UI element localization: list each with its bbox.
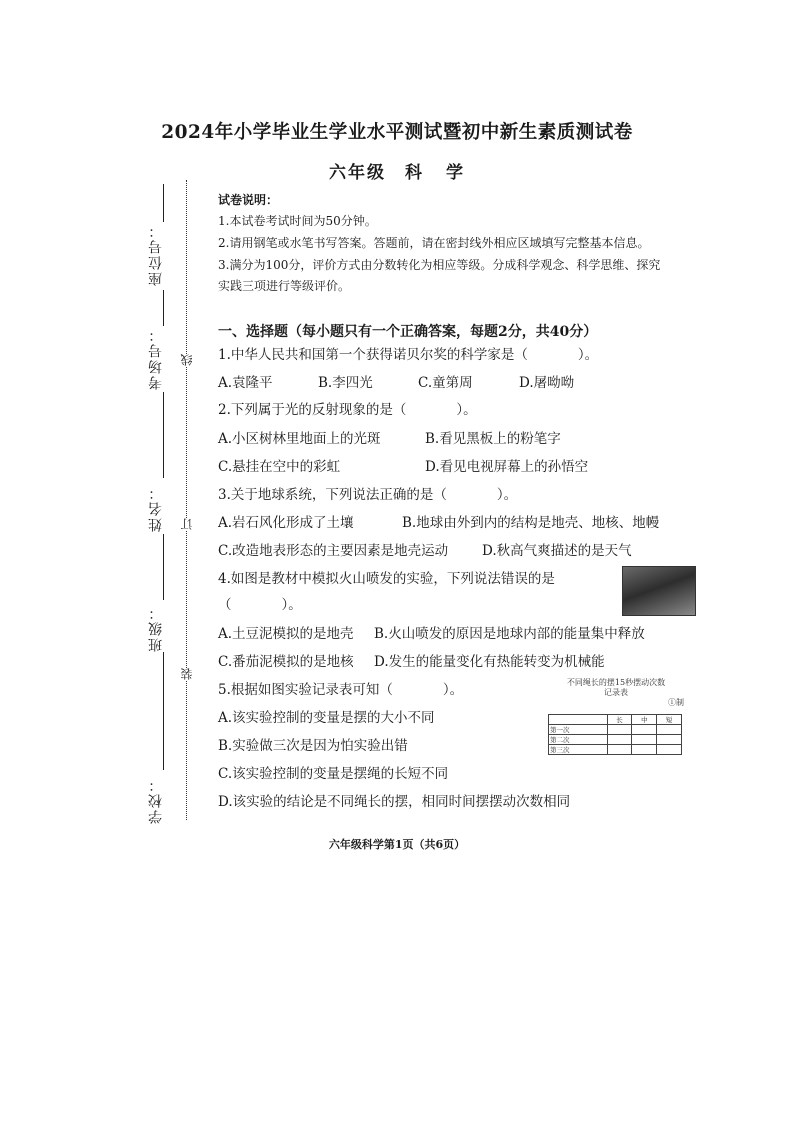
instruction-item-1: 1.本试卷考试时间为50分钟。 <box>218 214 377 228</box>
option: A.土豆泥模拟的是地壳 <box>218 626 354 642</box>
table-header-cell: 中 <box>632 715 657 725</box>
seal-word-pack: 装 <box>180 668 194 680</box>
option: C.该实验控制的变量是摆绳的长短不同 <box>218 766 449 782</box>
question-5-stem-end: ）。 <box>442 682 464 698</box>
option: B.火山喷发的原因是地球内部的能量集中释放 <box>374 626 645 642</box>
exam-subtitle: 六年级 科 学 <box>329 163 465 183</box>
seat-number-blank-lower <box>163 290 164 326</box>
table-cell <box>607 745 632 755</box>
option: D.发生的能量变化有热能转变为机械能 <box>374 654 605 670</box>
class-label: 班级： <box>148 604 164 652</box>
table-cell <box>657 725 682 735</box>
table-header-cell: 短 <box>657 715 682 725</box>
question-1-stem: 1.中华人民共和国第一个获得诺贝尔奖的科学家是（ <box>218 347 528 363</box>
page-footer: 六年级科学第1页（共6页） <box>328 838 466 851</box>
question-4-stem-end: ）。 <box>281 597 302 613</box>
instruction-item-3: 3.满分为100分，评价方式由分数转化为相应等级。分成科学观念、科学思维、探究 <box>218 258 661 272</box>
table-row <box>549 725 682 735</box>
option: D.屠呦呦 <box>519 375 575 391</box>
option: D.该实验的结论是不同绳长的摆，相同时间摆摆动次数相同 <box>218 794 571 810</box>
option: B.看见黑板上的粉笔字 <box>425 431 561 447</box>
table-cell <box>607 725 632 735</box>
option: B.地球由外到内的结构是地壳、地核、地幔 <box>402 515 660 531</box>
question-4-paren <box>218 595 302 615</box>
option: C.番茄泥模拟的是地核 <box>218 654 354 670</box>
table-header-cell: 长 <box>607 715 632 725</box>
question-1 <box>218 345 598 365</box>
table-cell <box>657 745 682 755</box>
instruction-item-2: 2.请用钢笔或水笔书写答案。答题前，请在密封线外相应区域填写完整基本信息。 <box>218 236 650 250</box>
seal-line <box>186 180 187 820</box>
section-heading: 一、选择题（每小题只有一个正确答案，每题2分，共40分） <box>218 324 598 340</box>
name-label: 姓名： <box>148 484 164 532</box>
seat-number-label: 座位号： <box>148 222 164 286</box>
option: A.袁隆平 <box>218 375 273 391</box>
table-row <box>549 745 682 755</box>
name-blank <box>163 534 164 600</box>
option: A.小区树林里地面上的光斑 <box>218 431 381 447</box>
option: A.岩石风化形成了土壤 <box>218 515 354 531</box>
instruction-item-3-cont: 实践三项进行等级评价。 <box>218 279 351 293</box>
exam-title: 2024年小学毕业生学业水平测试暨初中新生素质测试卷 <box>161 122 633 143</box>
table-caption: 不同绳长的摆15秒摆动次数 <box>566 678 666 687</box>
table-cell <box>632 735 657 745</box>
table-caption-2: 记录表 <box>604 688 628 697</box>
question-1-stem-end: ）。 <box>577 347 599 363</box>
question-2-stem: 2.下列属于光的反射现象的是（ <box>218 402 407 418</box>
question-2-stem-end: ）。 <box>456 402 477 418</box>
option: A.该实验控制的变量是摆的大小不同 <box>218 710 435 726</box>
table-header-cell <box>549 715 608 725</box>
seal-word-bind: 订 <box>180 518 194 530</box>
table-row <box>549 735 682 745</box>
exam-room-blank <box>163 392 164 478</box>
question-4-open: （ <box>218 597 232 613</box>
question-5 <box>218 680 463 700</box>
option: C.改造地表形态的主要因素是地壳运动 <box>218 543 449 559</box>
table-cell <box>632 745 657 755</box>
question-5-stem: 5.根据如图实验记录表可知（ <box>218 682 393 698</box>
instructions-heading: 试卷说明： <box>218 193 279 207</box>
table-cell <box>632 725 657 735</box>
question-4: 4.如图是教材中模拟火山喷发的实验，下列说法错误的是 <box>218 571 555 587</box>
table-row-label: 第二次 <box>549 735 608 745</box>
question-3 <box>218 485 517 505</box>
question-3-stem: 3.关于地球系统，下列说法正确的是（ <box>218 487 447 503</box>
pendulum-record-table-figure <box>548 678 684 755</box>
table-cell <box>607 735 632 745</box>
question-2 <box>218 400 477 420</box>
option: B.李四光 <box>318 375 373 391</box>
option: C.童第周 <box>418 375 473 391</box>
table-unit: ①制 <box>668 698 684 707</box>
table-row-label: 第一次 <box>549 725 608 735</box>
table-header-row <box>549 715 682 725</box>
question-3-stem-end: ）。 <box>496 487 518 503</box>
option: C.悬挂在空中的彩虹 <box>218 459 341 475</box>
exam-room-label: 考场号： <box>148 326 164 390</box>
class-blank <box>163 652 164 770</box>
table-cell <box>657 735 682 745</box>
school-label: 学校： <box>148 776 164 824</box>
pendulum-record-table <box>548 714 682 755</box>
option: D.秋高气爽描述的是天气 <box>482 543 632 559</box>
option: B.实验做三次是因为怕实验出错 <box>218 738 408 754</box>
volcano-experiment-photo <box>622 566 696 616</box>
option: D.看见电视屏幕上的孙悟空 <box>425 459 589 475</box>
seat-number-blank <box>163 184 164 222</box>
table-row-label: 第三次 <box>549 745 608 755</box>
seal-word-line: 线 <box>180 354 194 366</box>
